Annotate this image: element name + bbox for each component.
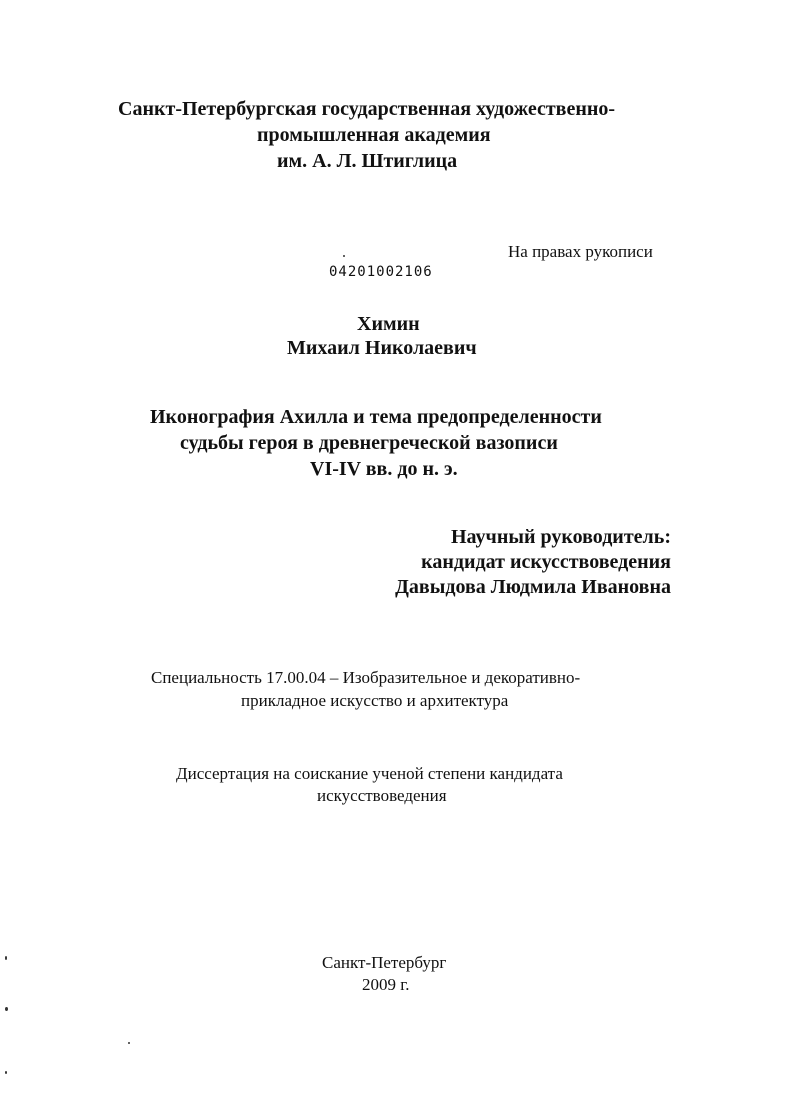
author-given-names: Михаил Николаевич — [287, 337, 477, 359]
supervisor-label: Научный руководитель: — [451, 526, 671, 548]
institution-line-3: им. А. Л. Штиглица — [277, 150, 458, 172]
supervisor-name: Давыдова Людмила Ивановна — [395, 576, 671, 598]
registry-number: 04201002106 — [329, 264, 433, 280]
manuscript-note: На правах рукописи — [508, 242, 653, 261]
specialty-line-2: прикладное искусство и архитектура — [241, 691, 509, 710]
title-line-3: VI-IV вв. до н. э. — [310, 458, 458, 480]
author-surname: Химин — [357, 313, 420, 335]
specialty-line-1: Специальность 17.00.04 – Изобразительное и декоративно- — [151, 668, 581, 687]
dissertation-line-1: Диссертация на соискание ученой степени кандидата — [176, 764, 563, 783]
footer-city: Санкт-Петербург — [322, 953, 447, 972]
dissertation-line-2: искусствоведения — [317, 786, 447, 805]
institution-line-2: промышленная академия — [257, 124, 491, 146]
scan-speck — [5, 956, 7, 960]
footer-year: 2009 г. — [362, 975, 410, 994]
scan-speck — [5, 1007, 8, 1011]
scan-speck — [5, 1071, 7, 1074]
scan-speck — [128, 1042, 130, 1044]
title-line-1: Иконография Ахилла и тема предопределенности — [150, 406, 602, 428]
institution-line-1: Санкт-Петербургская государственная художественно- — [118, 98, 616, 120]
stamp-dot — [343, 255, 345, 257]
supervisor-degree: кандидат искусствоведения — [421, 551, 671, 573]
title-line-2: судьбы героя в древнегреческой вазописи — [180, 432, 558, 454]
